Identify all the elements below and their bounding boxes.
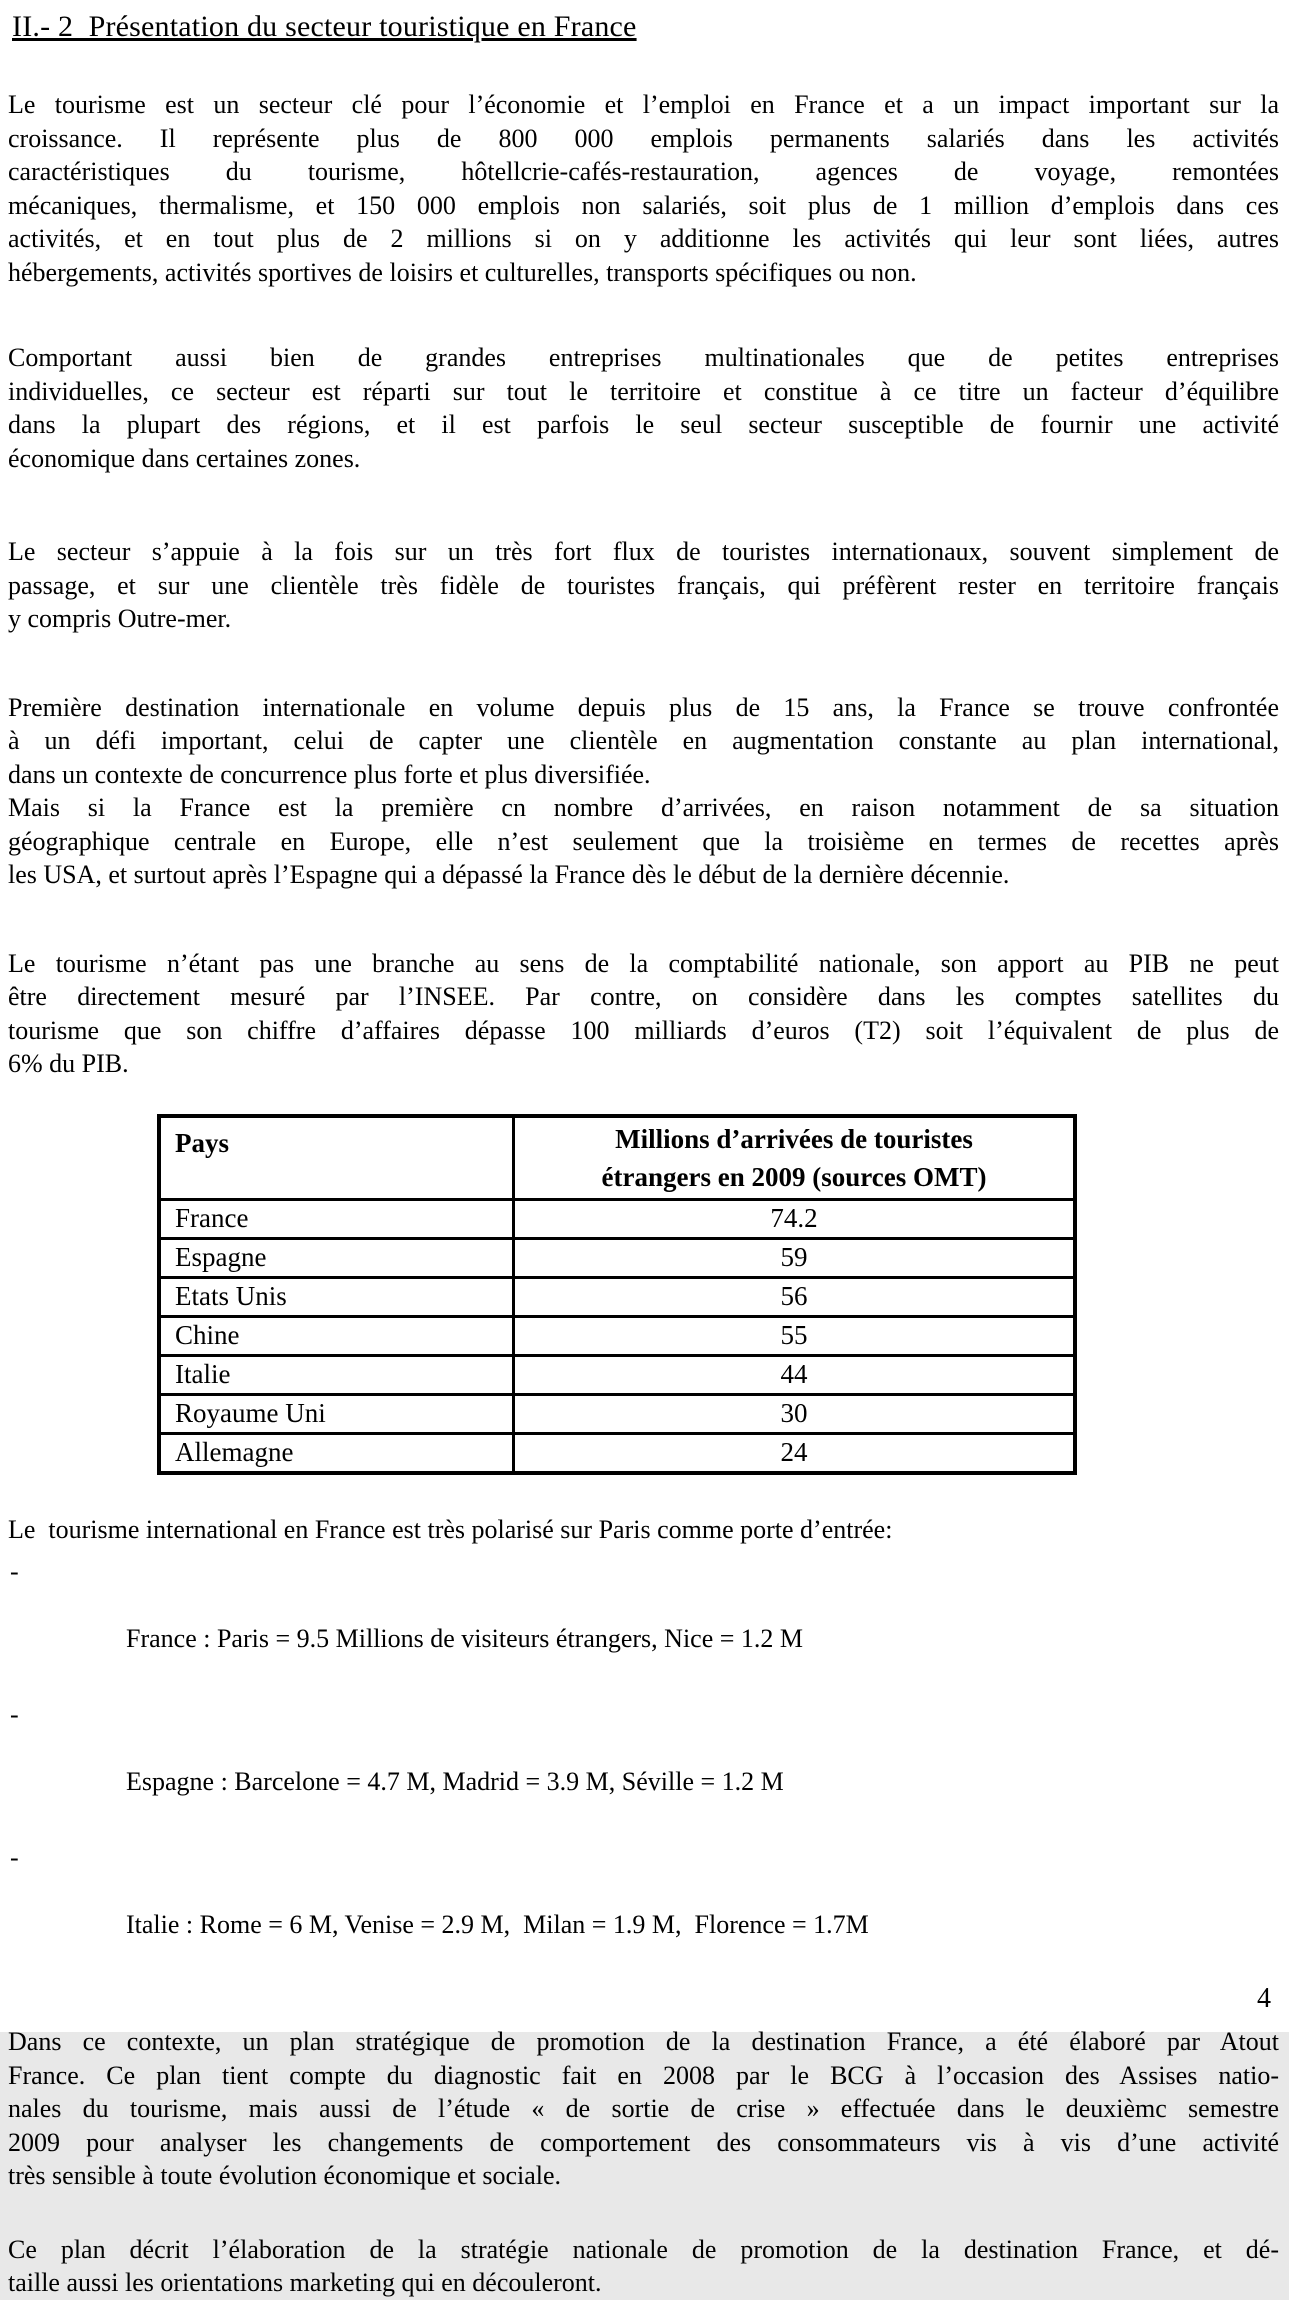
text-line: 2009 pour analyser les changements de comportement des consommateurs vis à vis d’une activité [8, 2127, 1279, 2157]
country-cell: Italie [159, 1355, 514, 1394]
dash-bullet: - [10, 1843, 19, 1872]
paragraph [8, 947, 1279, 1081]
text-line: économique dans certaines zones. [8, 443, 361, 473]
table-header-pays: Pays [159, 1116, 514, 1200]
table-header-arrivals-line2: étrangers en 2009 (sources OMT) [601, 1161, 987, 1192]
value-cell: 24 [514, 1433, 1076, 1473]
table-row [159, 1433, 1075, 1473]
country-cell: Espagne [159, 1238, 514, 1277]
paragraph [8, 88, 1279, 289]
table-row [159, 1316, 1075, 1355]
text-line: caractéristiques du tourisme, hôtellcrie-cafés-restauration, agences de voyage, remontées [8, 157, 1279, 186]
table-row [159, 1394, 1075, 1433]
list-item-text: Espagne : Barcelone = 4.7 M, Madrid = 3.9 M, Séville = 1.2 M [126, 1767, 784, 1796]
text-line: dans la plupart des régions, et il est parfois le seul secteur susceptible de fournir une activité [8, 410, 1279, 439]
list-item [8, 1841, 1279, 1975]
country-cell: Allemagne [159, 1433, 514, 1473]
text-line: hébergements, activités sportives de loisirs et culturelles, transports spécifiques ou non. [8, 257, 917, 287]
text-line: nales du tourisme, mais aussi de l’étude « de sortie de crise » effectuée dans le deuxièmc semestre [8, 2094, 1279, 2123]
text-line: y compris Outre-mer. [8, 604, 232, 633]
text-line: à un défi important, celui de capter une clientèle en augmentation constante au plan international, [8, 726, 1279, 755]
text-line: France. Ce plan tient compte du diagnostic fait en 2008 par le BCG à l’occasion des Assises natio- [8, 2060, 1279, 2090]
text-line: passage, et sur une clientèle très fidèle de touristes français, qui préfèrent rester en territoire français [8, 570, 1279, 600]
text-line: les USA, et surtout après l’Espagne qui a dépassé la France dès le début de la dernière décennie. [8, 860, 1010, 889]
value-cell: 30 [514, 1394, 1076, 1433]
text-line: Ce plan décrit l’élaboration de la stratégie nationale de promotion de la destination France, et dé- [8, 2234, 1279, 2264]
table-row [159, 1238, 1075, 1277]
paragraph [8, 535, 1279, 636]
text-line: Le secteur s’appuie à la fois sur un très fort flux de touristes internationaux, souvent simplement de [8, 537, 1279, 566]
text-line: très sensible à toute évolution économique et sociale. [8, 2161, 562, 2190]
value-cell: 74.2 [514, 1199, 1076, 1238]
value-cell: 59 [514, 1238, 1076, 1277]
country-cell: Chine [159, 1316, 514, 1355]
paragraph [8, 2233, 1279, 2300]
table-header-row [159, 1116, 1075, 1200]
text-line: Le tourisme est un secteur clé pour l’économie et l’emploi en France et a un impact important sur la [8, 90, 1279, 119]
list-item-text: Italie : Rome = 6 M, Venise = 2.9 M, Milan = 1.9 M, Florence = 1.7M [126, 1910, 869, 1939]
text-line: Le tourisme n’étant pas une branche au sens de la comptabilité nationale, son apport au PIB ne peut [8, 948, 1279, 978]
table-header-arrivals-line1: Millions d’arrivées de touristes [615, 1123, 973, 1154]
table-row [159, 1199, 1075, 1238]
text-line: mécaniques, thermalisme, et 150 000 emplois non salariés, soit plus de 1 million d’emplois dans ces [8, 190, 1279, 220]
text-line: Première destination internationale en volume depuis plus de 15 ans, la France se trouve confrontée [8, 692, 1279, 722]
entry-points-intro: Le tourisme international en France est très polarisé sur Paris comme porte d’entrée: [8, 1514, 893, 1544]
country-cell: Royaume Uni [159, 1394, 514, 1433]
list-item [8, 1555, 1279, 1689]
section-heading: II.- 2 Présentation du secteur touristique en France [12, 10, 637, 43]
page-number: 4 [1257, 1983, 1271, 2014]
paragraph [8, 2025, 1279, 2193]
country-cell: Etats Unis [159, 1277, 514, 1316]
list-item-text: France : Paris = 9.5 Millions de visiteurs étrangers, Nice = 1.2 M [126, 1624, 804, 1653]
value-cell: 55 [514, 1316, 1076, 1355]
table-row [159, 1277, 1075, 1316]
text-line: activités, et en tout plus de 2 millions si on y additionne les activités qui leur sont liées, autres [8, 224, 1279, 253]
value-cell: 56 [514, 1277, 1076, 1316]
text-line: dans un contexte de concurrence plus forte et plus diversifiée. [8, 759, 651, 789]
text-line: Mais si la France est la première cn nombre d’arrivées, en raison notamment de sa situation [8, 793, 1279, 822]
text-line: taille aussi les orientations marketing qui en découleront. [8, 2268, 602, 2297]
value-cell: 44 [514, 1355, 1076, 1394]
dash-bullet: - [10, 1557, 19, 1586]
text-line: Comportant aussi bien de grandes entreprises multinationales que de petites entreprises [8, 343, 1279, 372]
list-item [8, 1698, 1279, 1832]
text-line: individuelles, ce secteur est réparti sur tout le territoire et constitue à ce titre un facteur d’équilibre [8, 376, 1279, 406]
table-row [159, 1355, 1075, 1394]
country-cell: France [159, 1199, 514, 1238]
tourist-arrivals-table [157, 1114, 1077, 1475]
text-line: croissance. Il représente plus de 800 000 emplois permanents salariés dans les activités [8, 123, 1279, 153]
text-line: être directement mesuré par l’INSEE. Par contre, on considère dans les comptes satellites du [8, 982, 1279, 1011]
text-line: Dans ce contexte, un plan stratégique de promotion de la destination France, a été élaboré par Atout [8, 2027, 1279, 2056]
text-line: tourisme que son chiffre d’affaires dépasse 100 milliards d’euros (T2) soit l’équivalent de plus de [8, 1015, 1279, 1045]
table-header-arrivals [514, 1116, 1076, 1200]
text-line: géographique centrale en Europe, elle n’est seulement que la troisième en termes de recettes après [8, 826, 1279, 856]
text-line: 6% du PIB. [8, 1049, 129, 1078]
paragraph [8, 341, 1279, 475]
paragraph [8, 691, 1279, 892]
dash-bullet: - [10, 1700, 19, 1729]
